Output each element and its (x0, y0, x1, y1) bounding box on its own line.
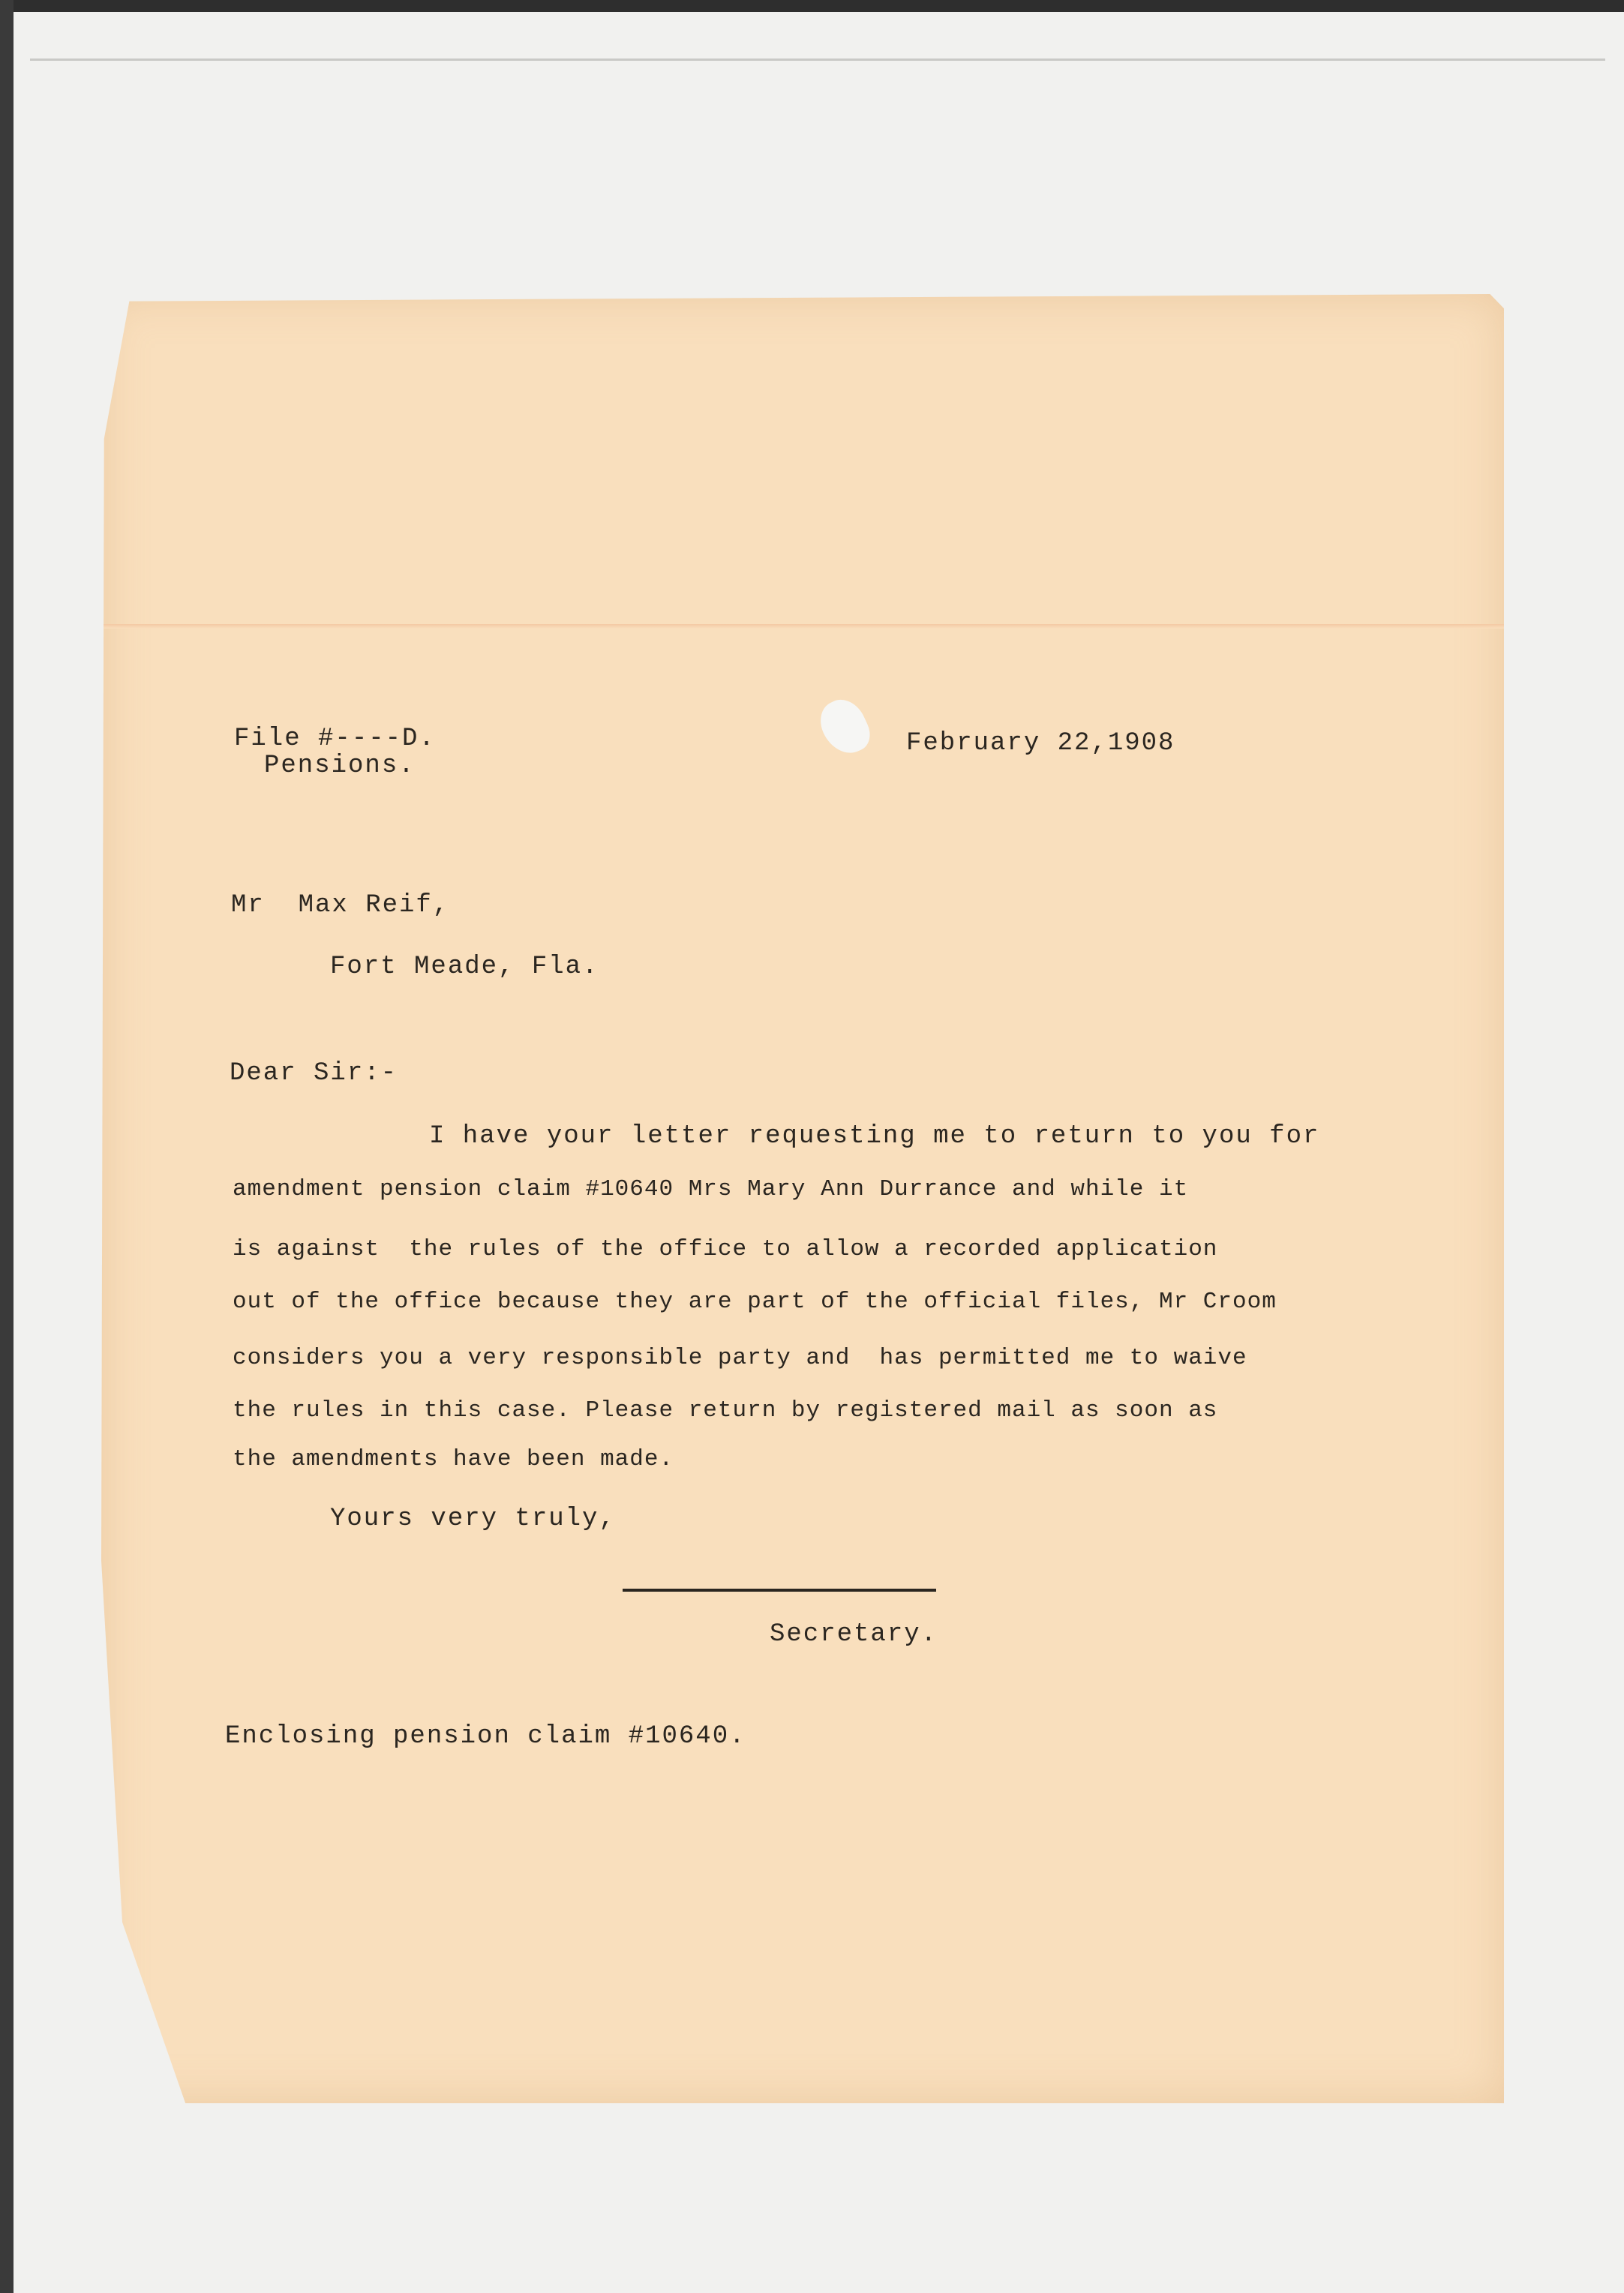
scan-border-top (0, 0, 1624, 12)
enclosure-note: Enclosing pension claim #10640. (225, 1722, 746, 1751)
scan-artifact-line (30, 59, 1605, 61)
closing: Yours very truly, (330, 1505, 616, 1533)
body-line: the rules in this case. Please return by registered mail as soon as (233, 1397, 1218, 1424)
body-line: out of the office because they are part of the official files, Mr Croom (233, 1289, 1277, 1315)
recipient-place: Fort Meade, Fla. (330, 953, 599, 981)
body-line: amendment pension claim #10640 Mrs Mary Ann Durrance and while it (233, 1176, 1189, 1202)
body-line: the amendments have been made. (233, 1446, 674, 1472)
salutation: Dear Sir:- (230, 1059, 398, 1088)
file-reference: File #----D. (234, 725, 436, 753)
scan-border-left (0, 0, 14, 2293)
signature-title: Secretary. (770, 1620, 938, 1649)
signature-line (623, 1589, 936, 1592)
department-label: Pensions. (264, 752, 416, 780)
recipient-name: Mr Max Reif, (231, 891, 450, 920)
letter-date: February 22,1908 (906, 729, 1175, 758)
punch-hole (813, 692, 876, 761)
body-line: I have your letter requesting me to return to you for (429, 1122, 1320, 1151)
body-line: is against the rules of the office to allow a recorded application (233, 1236, 1218, 1262)
body-line: considers you a very responsible party and has permitted me to waive (233, 1345, 1247, 1371)
